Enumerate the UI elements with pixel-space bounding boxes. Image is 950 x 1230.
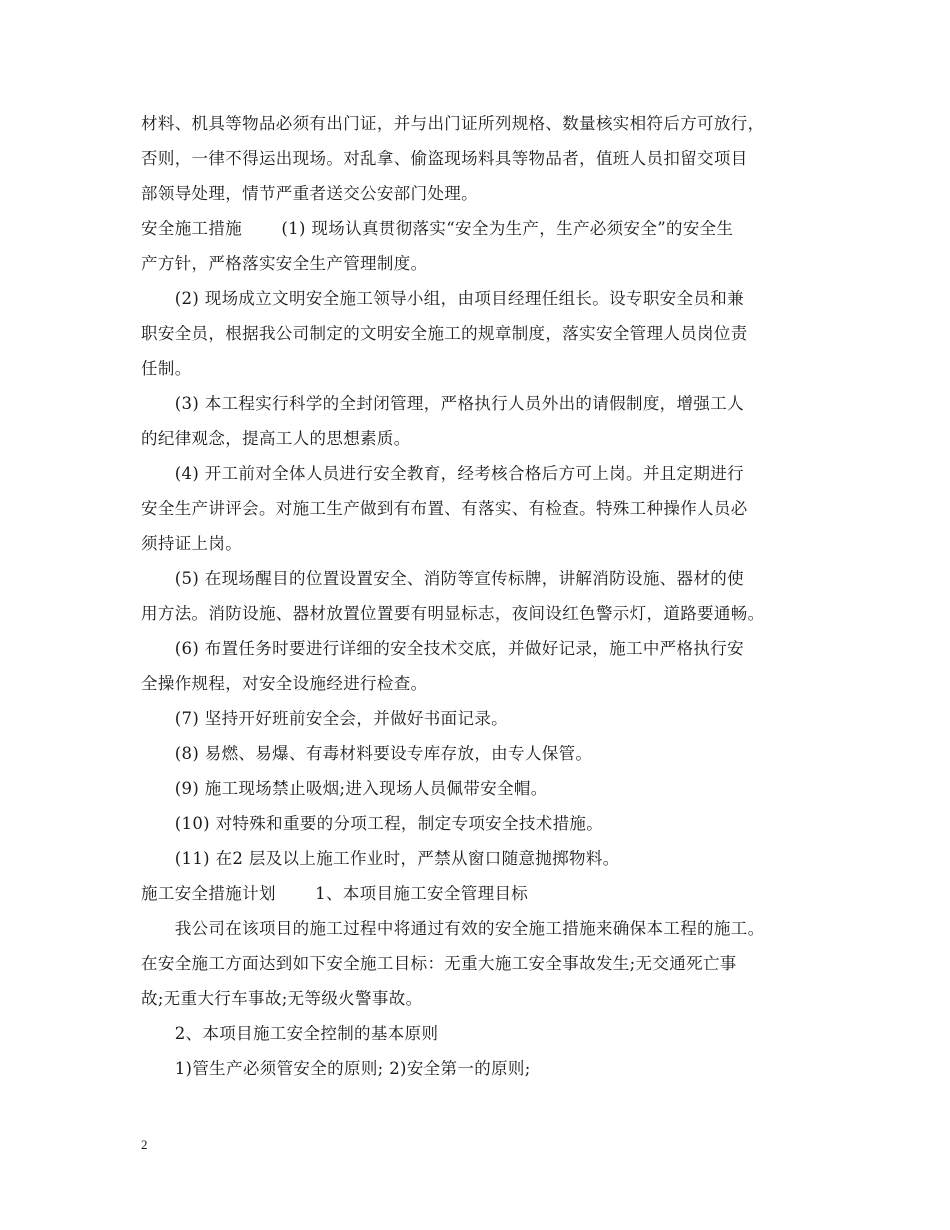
text-line: 材料、机具等物品必须有出门证，并与出门证所列规格、数量核实相符后方可放行， — [141, 114, 765, 133]
text-line: (6) 布置任务时要进行详细的安全技术交底，并做好记录，施工中严格执行安 — [141, 639, 744, 658]
section-heading-line: 安全施工措施 (1) 现场认真贯彻落实“安全为生产，生产必须安全”的安全生 — [141, 219, 734, 238]
text-line: (9) 施工现场禁止吸烟;进入现场人员佩带安全帽。 — [141, 779, 548, 798]
text-line: (11) 在2 层及以上施工作业时，严禁从窗口随意抛掷物料。 — [141, 849, 620, 868]
section-heading-line: 施工安全措施计划 1、本项目施工安全管理目标 — [141, 884, 529, 903]
text-line: 我公司在该项目的施工过程中将通过有效的安全施工措施来确保本工程的施工。 — [141, 919, 765, 938]
text-line: (3) 本工程实行科学的全封闭管理，严格执行人员外出的请假制度，增强工人 — [141, 394, 744, 413]
page-number: 2 — [141, 1137, 148, 1152]
text-line: 用方法。消防设施、器材放置位置要有明显标志，夜间设红色警示灯，道路要通畅。 — [141, 604, 765, 623]
text-line: (8) 易燃、易爆、有毒材料要设专库存放，由专人保管。 — [141, 744, 593, 763]
text-line: 的纪律观念，提高工人的思想素质。 — [141, 429, 411, 448]
text-line: 产方针，严格落实安全生产管理制度。 — [141, 254, 428, 273]
text-line: (4) 开工前对全体人员进行安全教育，经考核合格后方可上岗。并且定期进行 — [141, 464, 744, 483]
text-line: 否则，一律不得运出现场。对乱拿、偷盗现场料具等物品者，值班人员扣留交项目 — [141, 149, 748, 168]
text-line: 1)管生产必须管安全的原则; 2)安全第一的原则; — [141, 1059, 531, 1078]
text-line: 须持证上岗。 — [141, 534, 243, 553]
text-line: 2、本项目施工安全控制的基本原则 — [141, 1024, 439, 1043]
text-line: 故;无重大行车事故;无等级火警事故。 — [141, 989, 423, 1008]
text-line: (10) 对特殊和重要的分项工程，制定专项安全技术措施。 — [141, 814, 604, 833]
text-line: 部领导处理，情节严重者送交公安部门处理。 — [141, 184, 478, 203]
text-line: 安全生产讲评会。对施工生产做到有布置、有落实、有检查。特殊工种操作人员必 — [141, 499, 748, 518]
text-line: (2) 现场成立文明安全施工领导小组，由项目经理任组长。设专职安全员和兼 — [141, 289, 744, 308]
text-line: 在安全施工方面达到如下安全施工目标：无重大施工安全事故发生;无交通死亡事 — [141, 954, 737, 973]
text-line: 职安全员，根据我公司制定的文明安全施工的规章制度，落实安全管理人员岗位责 — [141, 324, 748, 343]
text-line: (7) 坚持开好班前安全会，并做好书面记录。 — [141, 709, 509, 728]
text-line: 任制。 — [141, 359, 192, 378]
text-line: 全操作规程，对安全设施经进行检查。 — [141, 674, 428, 693]
text-line: (5) 在现场醒目的位置设置安全、消防等宣传标牌，讲解消防设施、器材的使 — [141, 569, 744, 588]
